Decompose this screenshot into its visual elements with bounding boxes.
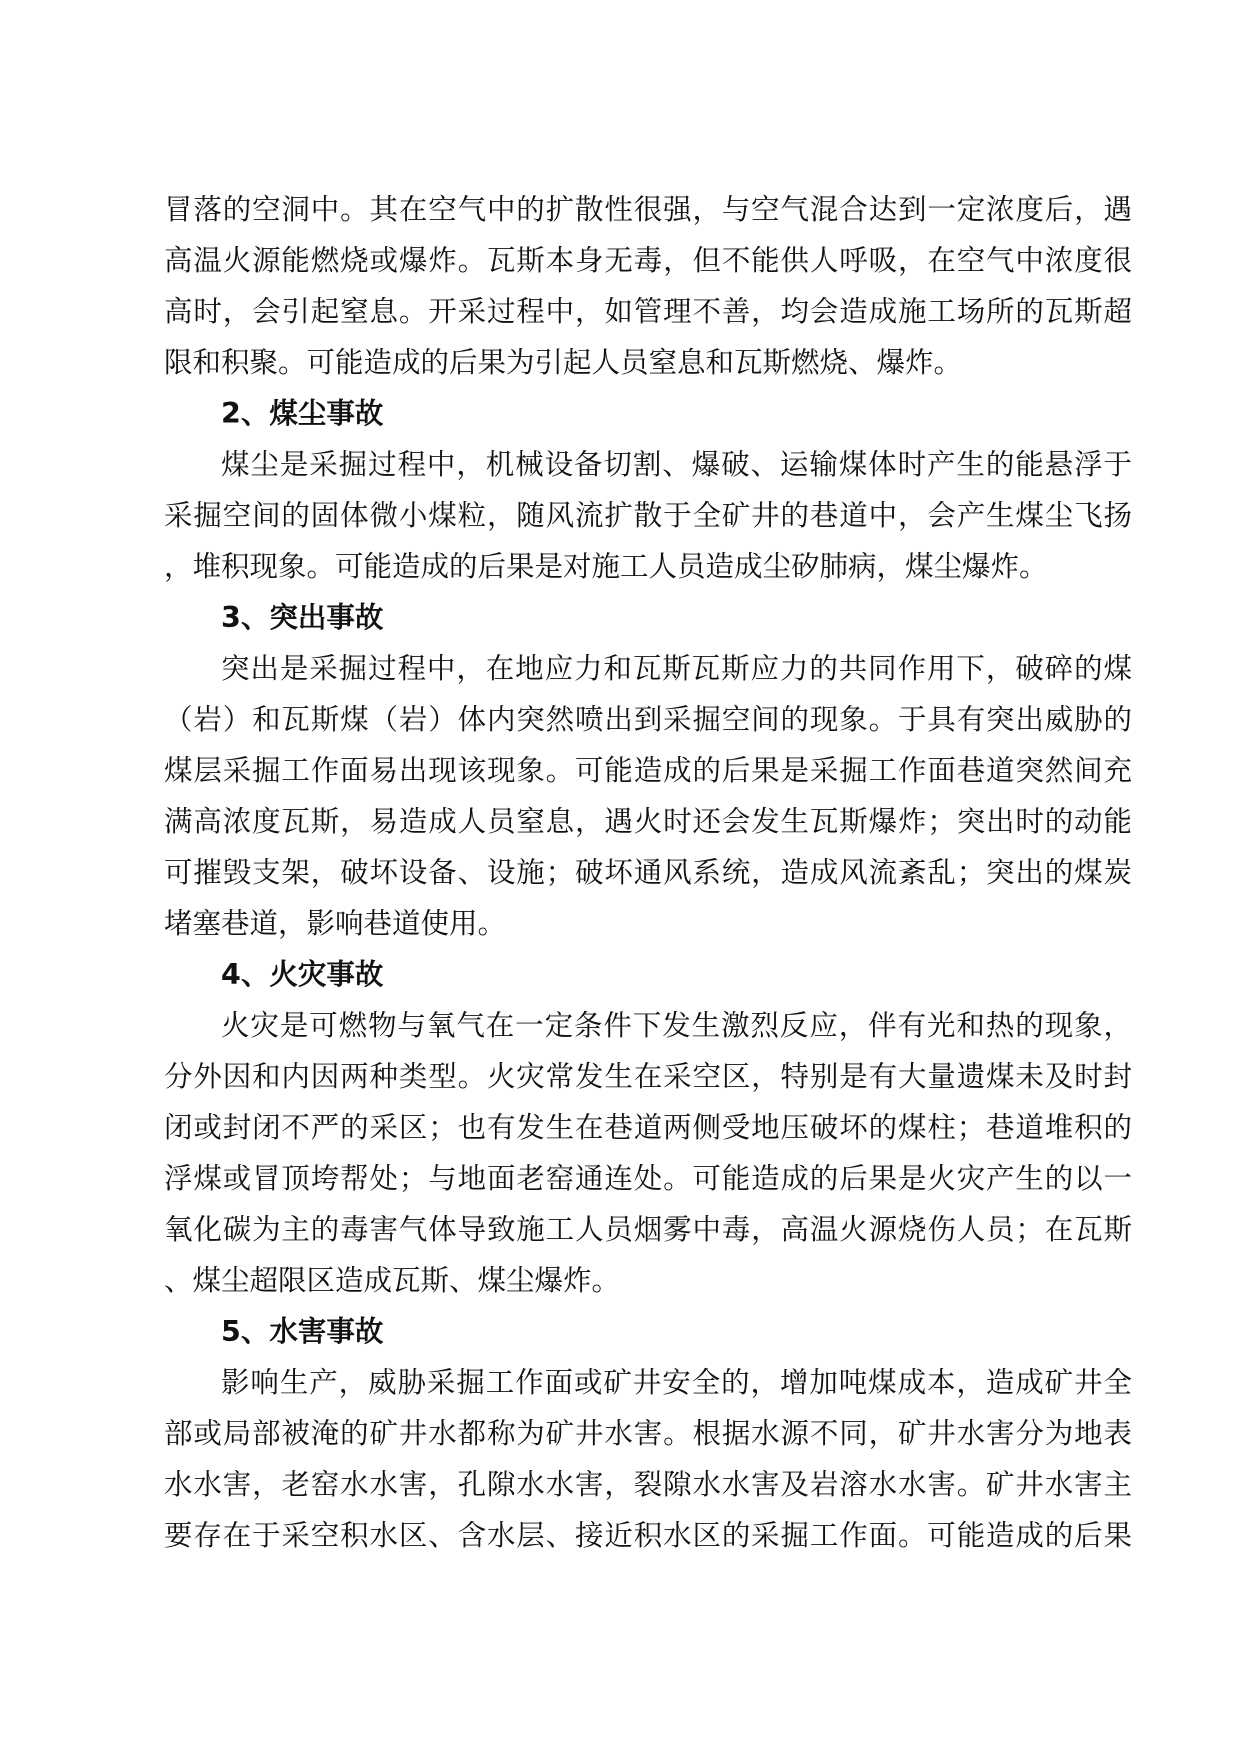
paragraph-line: 浮煤或冒顶垮帮处；与地面老窑通连处。可能造成的后果是火灾产生的以一 — [164, 1162, 1132, 1195]
paragraph-line: 煤层采掘工作面易出现该现象。可能造成的后果是采掘工作面巷道突然间充 — [164, 754, 1132, 787]
section-heading: 2、煤尘事故 — [221, 397, 384, 430]
paragraph-line: 火灾是可燃物与氧气在一定条件下发生激烈反应，伴有光和热的现象， — [221, 1009, 1132, 1042]
paragraph-line: 分外因和内因两种类型。火灾常发生在采空区，特别是有大量遗煤未及时封 — [164, 1060, 1132, 1093]
section-heading: 5、水害事故 — [221, 1315, 384, 1348]
paragraph-line: 煤尘是采掘过程中，机械设备切割、爆破、运输煤体时产生的能悬浮于 — [221, 448, 1132, 481]
document-body — [164, 184, 1132, 1561]
paragraph-line: （岩）和瓦斯煤（岩）体内突然喷出到采掘空间的现象。于具有突出威胁的 — [164, 703, 1132, 736]
paragraph-line: 部或局部被淹的矿井水都称为矿井水害。根据水源不同，矿井水害分为地表 — [164, 1417, 1132, 1450]
paragraph-line: ，堆积现象。可能造成的后果是对施工人员造成尘矽肺病，煤尘爆炸。 — [164, 550, 1048, 583]
paragraph-line: 水水害，老窑水水害，孔隙水水害，裂隙水水害及岩溶水水害。矿井水害主 — [164, 1468, 1132, 1501]
paragraph-line: 突出是采掘过程中，在地应力和瓦斯瓦斯应力的共同作用下，破碎的煤 — [221, 652, 1132, 685]
section-heading: 4、火灾事故 — [221, 958, 384, 991]
paragraph-line: 满高浓度瓦斯，易造成人员窒息，遇火时还会发生瓦斯爆炸；突出时的动能 — [164, 805, 1132, 838]
paragraph-line: 限和积聚。可能造成的后果为引起人员窒息和瓦斯燃烧、爆炸。 — [164, 346, 963, 379]
paragraph-line: 高温火源能燃烧或爆炸。瓦斯本身无毒，但不能供人呼吸，在空气中浓度很 — [164, 244, 1132, 277]
paragraph-line: 堵塞巷道，影响巷道使用。 — [164, 907, 507, 940]
paragraph-line: 要存在于采空积水区、含水层、接近积水区的采掘工作面。可能造成的后果 — [164, 1519, 1132, 1552]
paragraph-line: 闭或封闭不严的采区；也有发生在巷道两侧受地压破坏的煤柱；巷道堆积的 — [164, 1111, 1132, 1144]
paragraph-line: 氧化碳为主的毒害气体导致施工人员烟雾中毒，高温火源烧伤人员；在瓦斯 — [164, 1213, 1132, 1246]
paragraph-line: 可摧毁支架，破坏设备、设施；破坏通风系统，造成风流紊乱；突出的煤炭 — [164, 856, 1132, 889]
paragraph-line: 影响生产，威胁采掘工作面或矿井安全的，增加吨煤成本，造成矿井全 — [221, 1366, 1132, 1399]
paragraph-line: 、煤尘超限区造成瓦斯、煤尘爆炸。 — [164, 1264, 621, 1297]
paragraph-line: 冒落的空洞中。其在空气中的扩散性很强，与空气混合达到一定浓度后，遇 — [164, 193, 1132, 226]
paragraph-line: 采掘空间的固体微小煤粒，随风流扩散于全矿井的巷道中，会产生煤尘飞扬 — [164, 499, 1132, 532]
section-heading: 3、突出事故 — [221, 601, 384, 634]
paragraph-line: 高时，会引起窒息。开采过程中，如管理不善，均会造成施工场所的瓦斯超 — [164, 295, 1132, 328]
